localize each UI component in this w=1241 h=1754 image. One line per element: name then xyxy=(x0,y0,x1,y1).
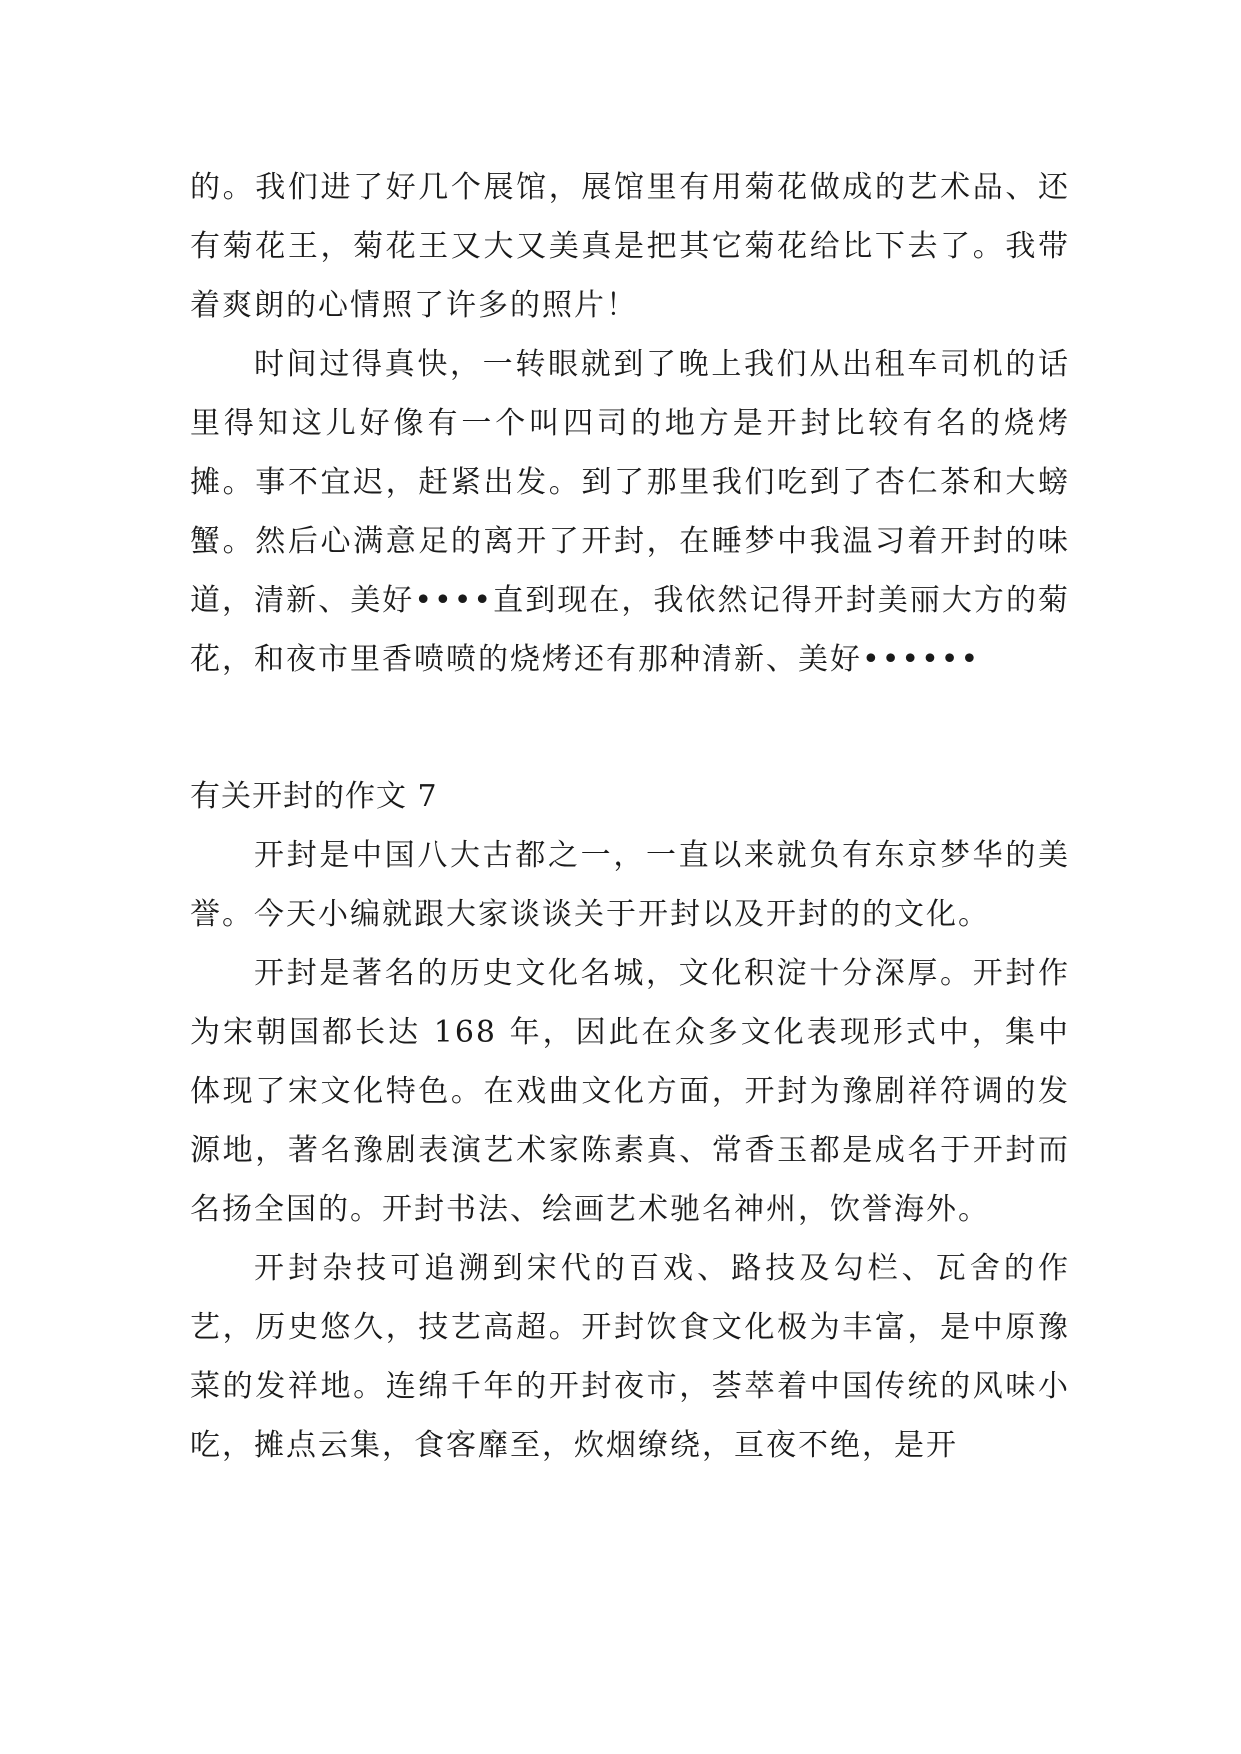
document-body xyxy=(190,158,1070,1475)
essay-title: 有关开封的作文 7 xyxy=(190,779,438,814)
essay-paragraph-1: 开封是中国八大古都之一，一直以来就负有东京梦华的美誉。今天小编就跟大家谈谈关于开封以及开封的的文化。 xyxy=(190,838,1070,932)
continuation-paragraph-1: 的。我们进了好几个展馆，展馆里有用菊花做成的艺术品、还有菊花王，菊花王又大又美真是把其它菊花给比下去了。我带着爽朗的心情照了许多的照片！ xyxy=(190,170,1070,323)
continuation-paragraph-2: 时间过得真快，一转眼就到了晚上我们从出租车司机的话里得知这儿好像有一个叫四司的地方是开封比较有名的烧烤摊。事不宜迟，赶紧出发。到了那里我们吃到了杏仁茶和大螃蟹。然后心满意足的离开了开封，在睡梦中我温习着开封的味道，清新、美好••••直到现在，我依然记得开封美丽大方的菊花，和夜市里香喷喷的烧烤还有那种清新、美好•••••• xyxy=(190,347,1070,677)
essay-paragraph-2: 开封是著名的历史文化名城，文化积淀十分深厚。开封作为宋朝国都长达 168 年，因此在众多文化表现形式中，集中体现了宋文化特色。在戏曲文化方面，开封为豫剧祥符调的发源地，著名豫剧表演艺术家陈素真、常香玉都是成名于开封而名扬全国的。开封书法、绘画艺术驰名神州，饮誉海外。 xyxy=(190,956,1070,1227)
essay-paragraph-3: 开封杂技可追溯到宋代的百戏、路技及勾栏、瓦舍的作艺，历史悠久，技艺高超。开封饮食文化极为丰富，是中原豫菜的发祥地。连绵千年的开封夜市，荟萃着中国传统的风味小吃，摊点云集，食客靡至，炊烟缭绕，亘夜不绝，是开 xyxy=(190,1251,1070,1463)
